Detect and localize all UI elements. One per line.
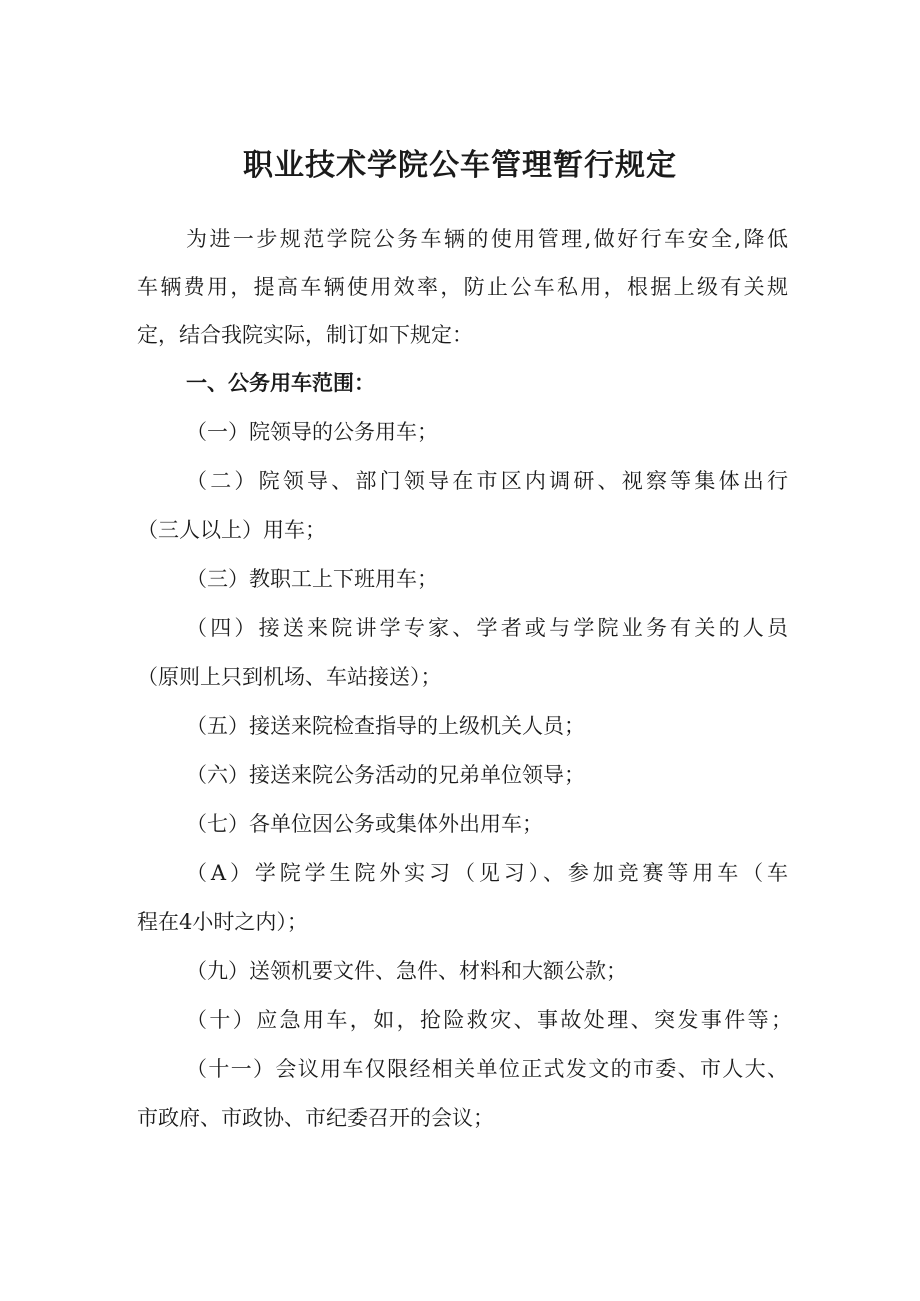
intro-line-2: 车辆费用，提高车辆使用效率，防止公车私用，根据上级有关规	[137, 275, 788, 299]
list-item-8-line-2: 程在4小时之内）；	[137, 910, 308, 934]
intro-line-1: 为进一步规范学院公务车辆的使用管理,做好行车安全,降低	[186, 227, 788, 251]
list-item-11-line-1: （十一）会议用车仅限经相关单位正式发文的市委、市人大、	[186, 1057, 788, 1081]
list-item-6: （六）接送来院公务活动的兄弟单位领导；	[186, 763, 585, 787]
list-item-1: （一）院领导的公务用车；	[186, 420, 438, 444]
list-item-2-line-1: （二）院领导、部门领导在市区内调研、视察等集体出行	[186, 469, 788, 493]
list-item-2-line-2: （三人以上）用车；	[137, 518, 326, 542]
list-item-4-line-2: （原则上只到机场、车站接送）；	[137, 665, 442, 689]
section-heading: 一、公务用车范围：	[186, 371, 375, 395]
document-title: 职业技术学院公车管理暂行规定	[243, 148, 677, 183]
list-item-3: （三）教职工上下班用车；	[186, 567, 438, 591]
list-item-8-line-1: （A）学院学生院外实习（见习）、参加竞赛等用车（车	[186, 861, 788, 885]
list-item-11-line-2: 市政府、市政协、市纪委召开的会议；	[137, 1106, 494, 1130]
intro-line-3: 定，结合我院实际，制订如下规定：	[137, 323, 473, 347]
list-item-9: （九）送领机要文件、急件、材料和大额公款；	[186, 959, 627, 983]
list-item-7: （七）各单位因公务或集体外出用车；	[186, 812, 543, 836]
list-item-5: （五）接送来院检查指导的上级机关人员；	[186, 714, 585, 738]
list-item-10: （十）应急用车，如，抢险救灾、事故处理、突发事件等；	[186, 1008, 792, 1032]
list-item-4-line-1: （四）接送来院讲学专家、学者或与学院业务有关的人员	[186, 616, 788, 640]
